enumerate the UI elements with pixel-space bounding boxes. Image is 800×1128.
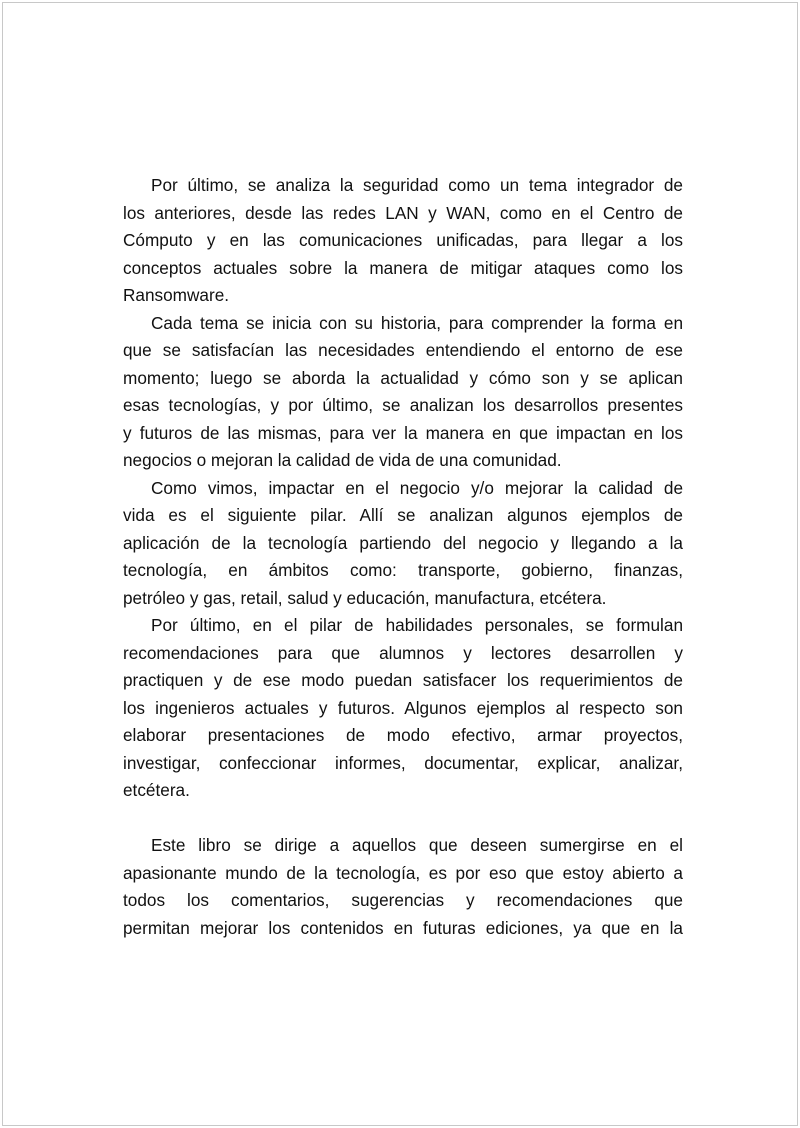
text-line: practiquen y de ese modo puedan satisfacer los requerimientos de — [123, 670, 683, 690]
text-line: Ransomware. — [123, 285, 230, 305]
text-line: investigar, confeccionar informes, documentar, explicar, analizar, — [123, 752, 683, 773]
paragraph — [123, 310, 683, 475]
text-line: los anteriores, desde las redes LAN y WAN, como en el Centro de — [123, 202, 683, 223]
text-line: conceptos actuales sobre la manera de mitigar ataques como los — [123, 257, 683, 278]
paragraph — [123, 832, 683, 942]
text-line: Por último, se analiza la seguridad como un tema integrador de — [151, 175, 683, 195]
text-line: tecnología, en ámbitos como: transporte, gobierno, finanzas, — [123, 560, 683, 580]
text-line: Por último, en el pilar de habilidades personales, se formulan — [151, 615, 683, 635]
blank-line — [123, 805, 683, 833]
text-line: petróleo y gas, retail, salud y educación, manufactura, etcétera. — [123, 587, 607, 608]
text-line: y futuros de las mismas, para ver la manera en que impactan en los — [123, 422, 683, 443]
document-page — [2, 2, 798, 1126]
text-line: Como vimos, impactar en el negocio y/o mejorar la calidad de — [151, 477, 683, 498]
text-line: los ingenieros actuales y futuros. Algunos ejemplos al respecto son — [123, 697, 683, 718]
text-line: todos los comentarios, sugerencias y recomendaciones que — [123, 890, 683, 910]
text-line: permitan mejorar los contenidos en futuras ediciones, ya que en la — [123, 917, 683, 938]
body-text — [123, 172, 683, 942]
paragraph — [123, 612, 683, 805]
text-line: momento; luego se aborda la actualidad y cómo son y se aplican — [123, 367, 683, 388]
text-line: apasionante mundo de la tecnología, es por eso que estoy abierto a — [123, 862, 683, 883]
paragraph — [123, 172, 683, 310]
text-line: Cómputo y en las comunicaciones unificadas, para llegar a los — [123, 230, 683, 250]
paragraph — [123, 475, 683, 613]
text-line: Cada tema se inicia con su historia, para comprender la forma en — [151, 312, 683, 333]
text-line: esas tecnologías, y por último, se analizan los desarrollos presentes — [123, 395, 683, 415]
text-line: que se satisfacían las necesidades entendiendo el entorno de ese — [123, 340, 683, 360]
text-line: negocios o mejoran la calidad de vida de una comunidad. — [123, 450, 562, 470]
text-line: etcétera. — [123, 780, 190, 800]
text-line: recomendaciones para que alumnos y lectores desarrollen y — [123, 642, 683, 663]
text-line: Este libro se dirige a aquellos que deseen sumergirse en el — [151, 835, 683, 855]
text-line: elaborar presentaciones de modo efectivo, armar proyectos, — [123, 725, 683, 745]
text-line: vida es el siguiente pilar. Allí se analizan algunos ejemplos de — [123, 505, 683, 525]
text-line: aplicación de la tecnología partiendo del negocio y llegando a la — [123, 532, 683, 553]
